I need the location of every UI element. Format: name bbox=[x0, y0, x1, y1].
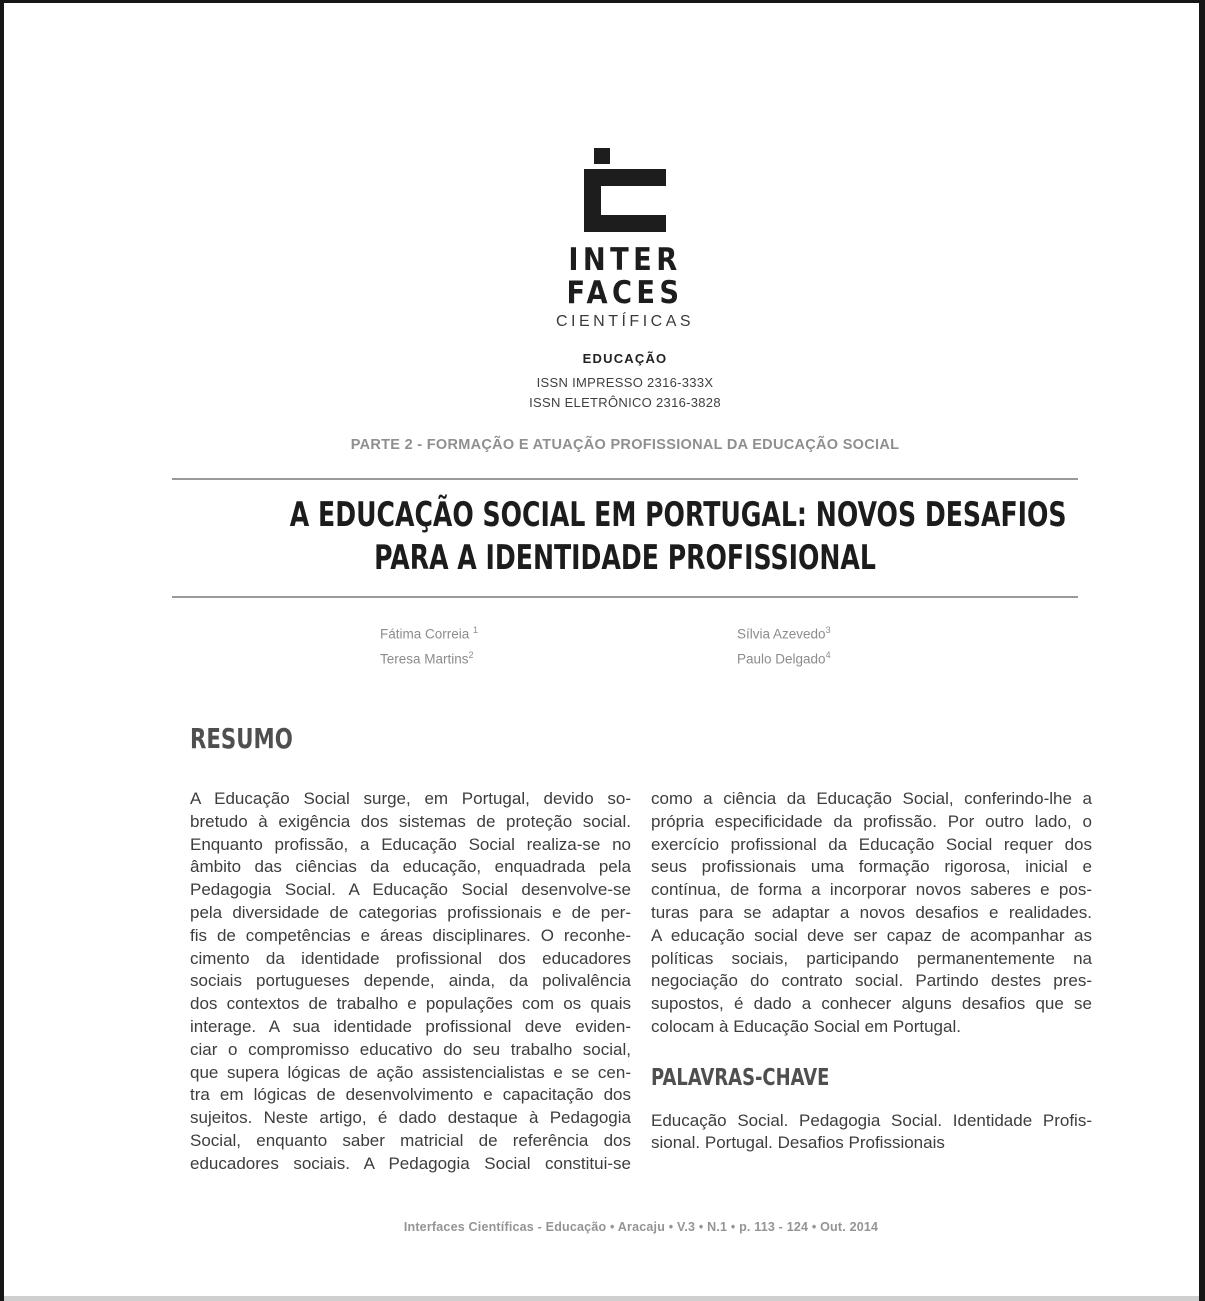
title-line-1: A EDUCAÇÃO SOCIAL EM PORTUGAL: NOVOS DESAFIOS bbox=[289, 495, 1067, 535]
journal-masthead bbox=[172, 3, 1078, 413]
journal-logotype bbox=[172, 244, 1078, 310]
title-rule-top bbox=[172, 478, 1078, 480]
journal-footer: Interfaces Científicas - Educação • Aracaju • V.3 • N.1 • p. 113 - 124 • Out. 2014 bbox=[403, 1219, 879, 1234]
author-silvia-azevedo bbox=[737, 620, 831, 645]
logo-word-faces: FACES bbox=[566, 275, 684, 311]
authors-right-column bbox=[737, 620, 831, 669]
issn-electronic: ISSN ELETRÔNICO 2316-3828 bbox=[529, 395, 721, 410]
author-fatima-correia bbox=[380, 620, 478, 645]
page-content bbox=[172, 3, 1092, 1234]
journal-section-label: EDUCAÇÃO bbox=[582, 351, 668, 366]
part-header: PARTE 2 - FORMAÇÃO E ATUAÇÃO PROFISSIONAL DA EDUCAÇÃO SOCIAL bbox=[350, 437, 900, 453]
title-rule-bottom bbox=[172, 596, 1078, 598]
keywords-heading: PALAVRAS-CHAVE bbox=[651, 1064, 830, 1091]
interfaces-monogram-icon bbox=[584, 148, 666, 232]
issn-print: ISSN IMPRESSO 2316-333X bbox=[536, 375, 714, 390]
logo-word-inter: INTER bbox=[568, 242, 682, 278]
keywords-text: Educação Social. Pedagogia Social. Identidade Profis- sional. Portugal. Desafios Profissionais bbox=[651, 1110, 1092, 1153]
abstract-column-left: A Educação Social surge, em Portugal, devido so- bretudo à exigência dos sistemas de proteção social. Enquanto profissão, a Educação Social realiza-se no âmbito das ciências da educação, enquadrada pela Pedagogia Social. A Educação Social desenvolve-se pela diversidade de categorias profissionais e de per- fis de competências e áreas disciplinares. O reconhe- cimento da identidade profissional dos educadores sociais portugueses depende, ainda, da polivalência dos contextos de trabalho e populações com os quais interage. A sua identidade profissional deve eviden- ciar o compromisso educativo do seu trabalho social, que supera lógicas de ação assistencialistas e se cen- tra em lógicas de desenvolvimento e capacitação dos sujeitos. Neste artigo, é dado destaque à Pedagogia Social, enquanto saber matricial de referência dos educadores sociais. A Pedagogia Social constitui-se bbox=[190, 789, 631, 1173]
article-title bbox=[172, 494, 1078, 580]
authors-block bbox=[172, 620, 1078, 666]
issn-block bbox=[172, 373, 1078, 413]
abstract-column-right bbox=[651, 788, 1092, 1176]
abstract-right-text: como a ciência da Educação Social, conferindo-lhe a própria especificidade da profissão. Por outro lado, o exercício profissional da Educação Social requer dos seus profissionais uma formação rigorosa, inicial e contínua, de forma a incorporar novos saberes e pos- turas para se adaptar a novos desafios e realidades. A educação social deve ser capaz de acompanhar as políticas sociais, participando permanentemente na negociação do contrato social. Partindo destes pres- supostos, é dado a conhecer alguns desafios que se colocam à Educação Social em Portugal. bbox=[651, 789, 1092, 1036]
abstract-heading: RESUMO bbox=[190, 722, 293, 755]
logo-word-cientificas: CIENTÍFICAS bbox=[555, 313, 695, 330]
author-teresa-martins bbox=[380, 645, 478, 670]
monogram-dot bbox=[594, 148, 610, 164]
abstract-columns bbox=[190, 788, 1092, 1176]
author-name: Teresa Martins bbox=[380, 651, 469, 666]
monogram-c-shape bbox=[584, 169, 666, 232]
authors-left-column bbox=[380, 620, 478, 669]
title-line-2: PARA A IDENTIDADE PROFISSIONAL bbox=[374, 538, 876, 578]
author-name: Fátima Correia bbox=[380, 626, 474, 642]
author-footnote-marker: 4 bbox=[825, 649, 831, 660]
page-bottom-edge bbox=[4, 1296, 1199, 1301]
author-footnote-marker: 3 bbox=[825, 625, 831, 635]
author-name: Paulo Delgado bbox=[737, 651, 826, 666]
author-name: Sílvia Azevedo bbox=[737, 626, 826, 642]
author-paulo-delgado bbox=[737, 645, 831, 670]
author-footnote-marker: 1 bbox=[473, 625, 479, 635]
author-footnote-marker: 2 bbox=[468, 649, 474, 660]
